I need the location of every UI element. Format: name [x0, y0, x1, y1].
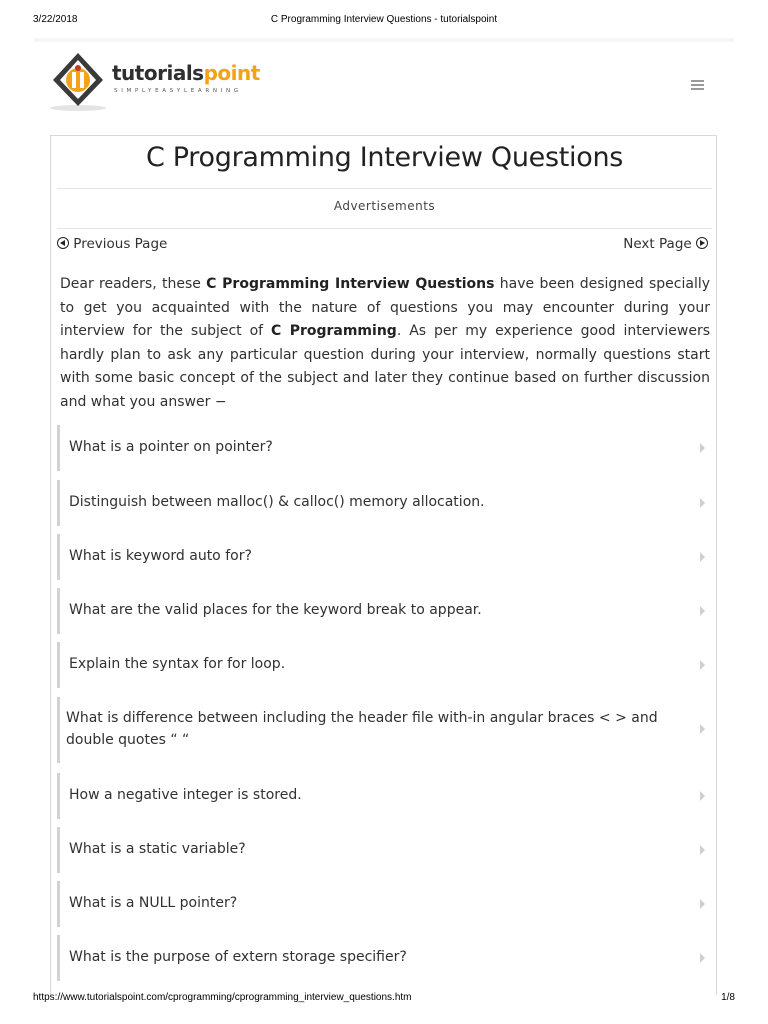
question-text: What is the purpose of extern storage specifier? — [69, 949, 407, 965]
intro-bold-topic: C Programming Interview Questions — [206, 276, 495, 292]
previous-page-link[interactable] — [57, 236, 167, 252]
next-page-link[interactable] — [623, 236, 708, 252]
hamburger-menu-icon[interactable] — [691, 80, 704, 90]
print-url: https://www.tutorialspoint.com/cprogramming/cprogramming_interview_questions.htm — [33, 992, 412, 1003]
logo-tagline: SIMPLYEASYLEARNING — [114, 88, 242, 94]
caret-right-icon — [700, 552, 705, 562]
question-text: What is a NULL pointer? — [69, 895, 238, 911]
print-page-title: C Programming Interview Questions - tutorialspoint — [270, 14, 498, 25]
question-item[interactable] — [57, 425, 715, 471]
next-page-label: Next Page — [623, 236, 692, 252]
question-item[interactable] — [57, 697, 715, 763]
question-item[interactable] — [57, 881, 715, 927]
caret-right-icon — [700, 791, 705, 801]
question-item[interactable] — [57, 773, 715, 819]
question-item[interactable] — [57, 827, 715, 873]
question-text: What is a static variable? — [69, 841, 246, 857]
logo-mark-icon — [48, 50, 114, 112]
question-item[interactable] — [57, 935, 715, 981]
caret-right-icon — [700, 606, 705, 616]
question-text: How a negative integer is stored. — [69, 787, 302, 803]
content-card — [50, 135, 717, 995]
circle-arrow-left-icon — [57, 237, 69, 249]
site-logo[interactable] — [48, 50, 278, 112]
caret-right-icon — [700, 845, 705, 855]
question-text: Distinguish between malloc() & calloc() memory allocation. — [69, 494, 485, 510]
intro-paragraph: Dear readers, these C Programming Interview Questions have been designed specially to get you acquainted with the nature of questions you may encounter during your interview for the subject of C Programming. As per my experience good interviewers hardly plan to ask any particular question during your interview, normally questions start with some basic concept of the subject and later they continue based on further discussion and what you answer − — [60, 276, 711, 410]
caret-right-icon — [700, 443, 705, 453]
print-header — [0, 14, 768, 30]
caret-right-icon — [700, 953, 705, 963]
question-text: What is a pointer on pointer? — [69, 439, 273, 455]
site-header — [34, 38, 734, 114]
caret-right-icon — [700, 660, 705, 670]
question-item[interactable] — [57, 480, 715, 526]
print-date: 3/22/2018 — [33, 14, 78, 25]
intro-bold-subject: C Programming — [271, 323, 397, 339]
caret-right-icon — [700, 724, 705, 734]
logo-wordmark: tutorialspoint — [112, 61, 260, 85]
question-item[interactable] — [57, 642, 715, 688]
question-text: Explain the syntax for for loop. — [69, 656, 286, 672]
page-navigation — [57, 236, 712, 258]
print-footer — [0, 992, 768, 1008]
question-item[interactable] — [57, 588, 715, 634]
question-item[interactable] — [57, 534, 715, 580]
advertisements-label: Advertisements — [57, 188, 712, 229]
circle-arrow-right-icon — [696, 237, 708, 249]
question-text: What are the valid places for the keyword break to appear. — [69, 602, 482, 618]
print-page-number: 1/8 — [721, 992, 735, 1003]
previous-page-label: Previous Page — [73, 236, 168, 252]
page-title: C Programming Interview Questions — [57, 136, 712, 189]
question-text: What is keyword auto for? — [69, 548, 252, 564]
caret-right-icon — [700, 899, 705, 909]
question-text: What is difference between including the header file with-in angular braces < > and double quotes “ “ — [66, 710, 658, 748]
caret-right-icon — [700, 498, 705, 508]
